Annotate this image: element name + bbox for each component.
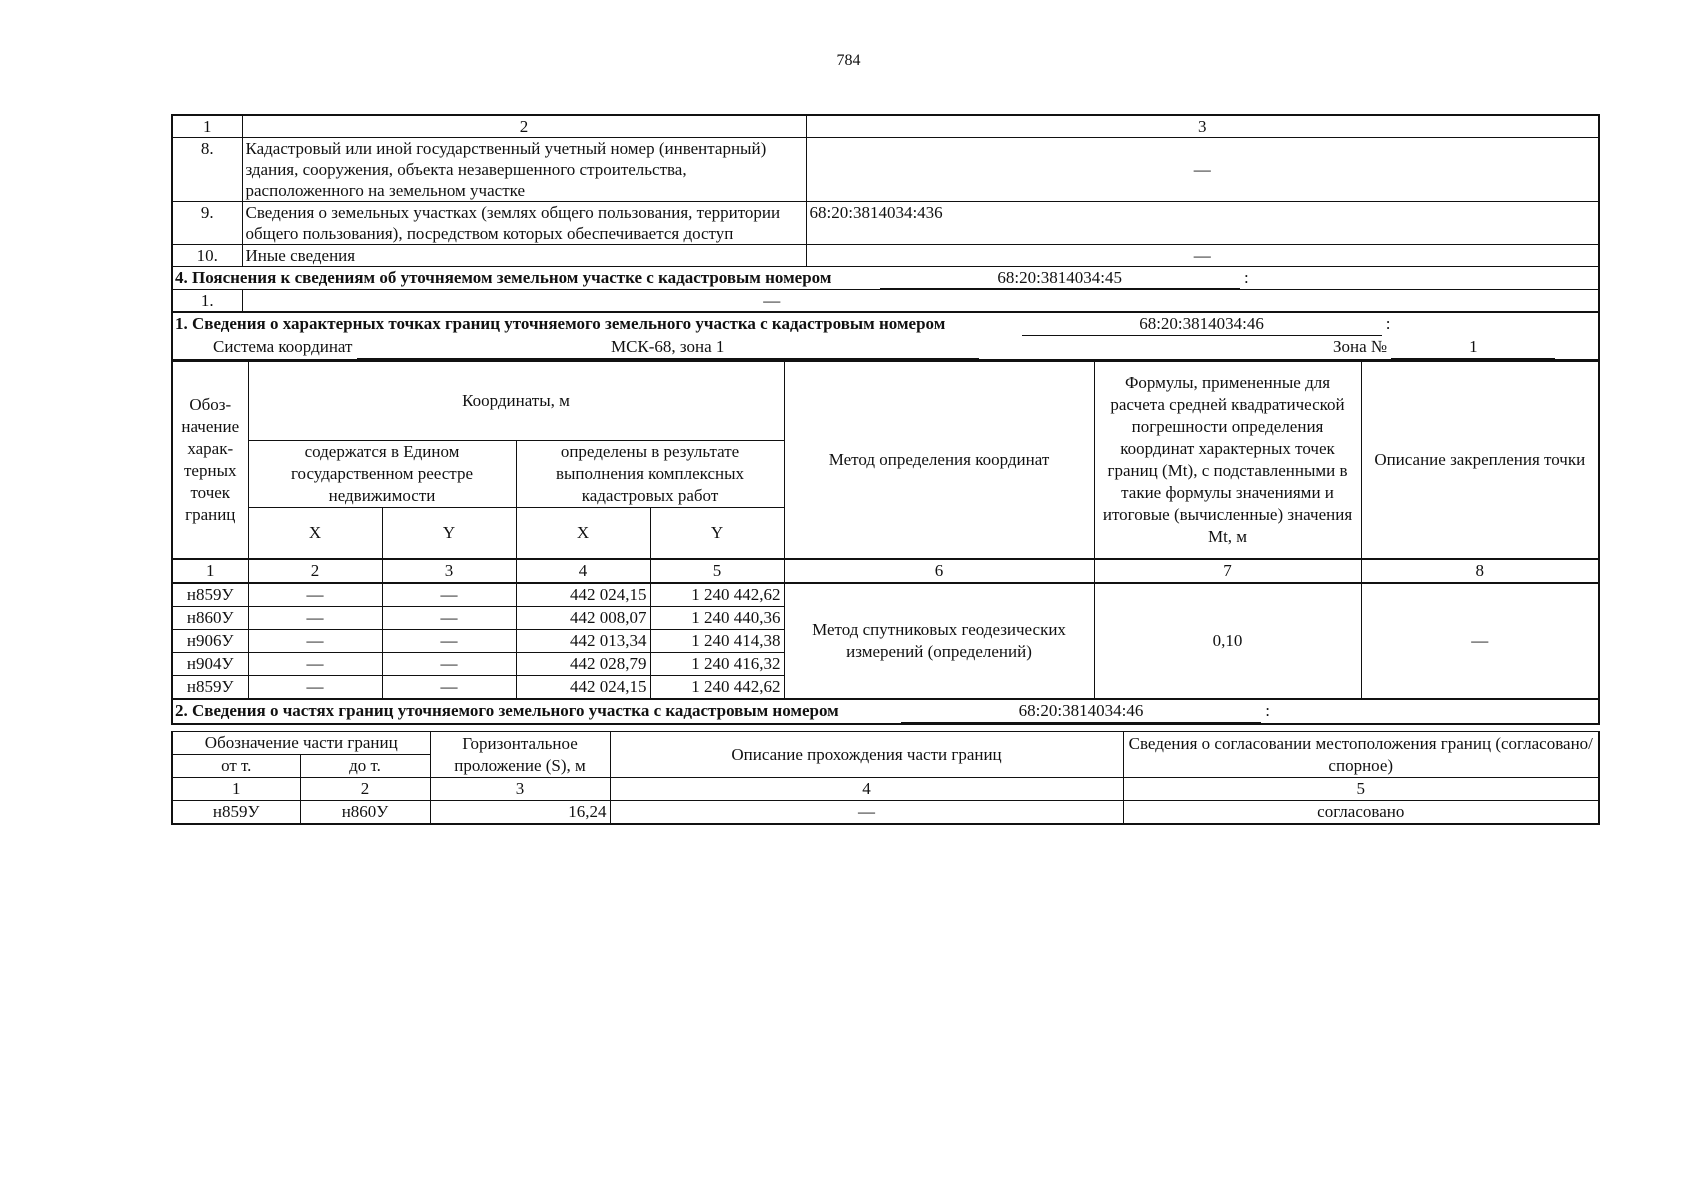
section2-title: 2. Сведения о частях границ уточняемого земельного участка с кадастровым номером [175,701,839,720]
reg-x: — [248,607,382,630]
info-row-10 [172,245,1599,267]
point-x: 442 028,79 [516,653,650,676]
column-number: 6 [784,559,1094,583]
mt-value: 0,10 [1094,583,1361,699]
reg-y: — [382,676,516,700]
row-label: Сведения о земельных участках (землях общего пользования, территории общего пользования), посредством которых обеспечивается доступ [242,202,806,245]
determined-header: определены в результате выполнения комплексных кадастровых работ [516,441,784,508]
horizontal-distance: 16,24 [430,801,610,825]
point-name: н904У [172,653,248,676]
table-row [172,801,1599,825]
reg-x: — [248,653,382,676]
point-y: 1 240 440,36 [650,607,784,630]
point-name: н906У [172,630,248,653]
section2-title-row [172,699,1599,724]
from-point: н859У [172,801,300,825]
reg-y-header: Y [382,508,516,560]
row-number: 1. [172,290,242,313]
from-header: от т. [172,755,300,778]
column-number: 3 [382,559,516,583]
agreement-status: согласовано [1123,801,1599,825]
point-name: н860У [172,607,248,630]
point-x: 442 024,15 [516,676,650,700]
point-y: 1 240 416,32 [650,653,784,676]
row-label: Кадастровый или иной государственный учетный номер (инвентарный) здания, сооружения, объекта незавершенного строительства, расположенного на земельном участке [242,138,806,202]
method-value: Метод спутниковых геодезических измерений (определений) [784,583,1094,699]
row-value: — [806,138,1599,202]
column-number: 4 [516,559,650,583]
section1-cadastral-number: 68:20:3814034:46 [1022,313,1382,336]
column-number: 7 [1094,559,1361,583]
to-header: до т. [300,755,430,778]
column-number: 1 [172,559,248,583]
part-description: — [610,801,1123,825]
row-value: — [242,290,1599,313]
zone-value: 1 [1391,336,1555,359]
column-number: 5 [1123,778,1599,801]
header-cell: 1 [172,115,242,138]
row-value: 68:20:3814034:436 [806,202,1599,245]
x-header: X [516,508,650,560]
description-header: Описание прохождения части границ [610,732,1123,778]
section4-cadastral-number: 68:20:3814034:45 [880,267,1240,289]
document-body [171,114,1600,825]
row-number: 10. [172,245,242,267]
page-number: 784 [836,52,861,69]
coord-system-value: МСК-68, зона 1 [357,336,979,359]
section1-title: 1. Сведения о характерных точках границ уточняемого земельного участка с кадастровым номером [175,314,946,333]
row-label: Иные сведения [242,245,806,267]
section1-colon: : [1385,314,1391,333]
row-value: — [806,245,1599,267]
info-row-9 [172,202,1599,245]
reg-x: — [248,676,382,700]
column-number: 5 [650,559,784,583]
y-header: Y [650,508,784,560]
section2-colon: : [1265,701,1270,720]
reg-x-header: X [248,508,382,560]
section2-cadastral-number: 68:20:3814034:46 [901,700,1261,723]
boundary-parts-table [171,731,1600,825]
reg-x: — [248,630,382,653]
header-cell: 3 [806,115,1599,138]
zone-label: Зона № [1332,337,1388,356]
column-number: 2 [248,559,382,583]
reg-y: — [382,607,516,630]
point-x: 442 013,34 [516,630,650,653]
horizontal-header: Горизонтальное проложение (S), м [430,732,610,778]
info-row-8 [172,138,1599,202]
coordinates-table [171,361,1600,725]
in-registry-header: содержатся в Едином государственном реестре недвижимости [248,441,516,508]
reg-x: — [248,583,382,607]
to-point: н860У [300,801,430,825]
info-table-header-row [172,115,1599,138]
agreement-header: Сведения о согласовании местоположения границ (согласовано/спорное) [1123,732,1599,778]
column-number: 4 [610,778,1123,801]
point-y: 1 240 414,38 [650,630,784,653]
section4-title-row [172,267,1599,290]
row-number: 8. [172,138,242,202]
column-numbers-row [172,778,1599,801]
column-number: 3 [430,778,610,801]
reg-y: — [382,583,516,607]
point-y: 1 240 442,62 [650,676,784,700]
section4-colon: : [1243,268,1249,287]
column-numbers-row [172,559,1599,583]
info-table [171,114,1600,361]
point-x: 442 008,07 [516,607,650,630]
coordinates-header: Координаты, м [248,362,784,441]
row-number: 9. [172,202,242,245]
column-number: 1 [172,778,300,801]
column-number: 2 [300,778,430,801]
reg-y: — [382,630,516,653]
reg-y: — [382,653,516,676]
description-header: Описание закрепления точки [1361,362,1599,560]
section4-title: 4. Пояснения к сведениям об уточняемом земельном участке с кадастровым номером [175,268,832,287]
header-cell: 2 [242,115,806,138]
point-x: 442 024,15 [516,583,650,607]
part-designation-header: Обозначение части границ [172,732,430,755]
formulas-header: Формулы, примененные для расчета средней квадратической погрешности определения координат характерных точек границ (Mt), с подставленными в такие формулы значениями и итоговые (вычисленные) значения Mt, м [1094,362,1361,560]
section4-row [172,290,1599,313]
point-name: н859У [172,676,248,700]
description-value: — [1361,583,1599,699]
point-name: н859У [172,583,248,607]
point-y: 1 240 442,62 [650,583,784,607]
table-row [172,583,1599,607]
column-number: 8 [1361,559,1599,583]
method-header: Метод определения координат [784,362,1094,560]
section1-title-row [172,312,1599,360]
designation-header: Обоз-начение харак-терных точек границ [172,362,248,560]
coord-system-label: Система координат [213,337,353,356]
